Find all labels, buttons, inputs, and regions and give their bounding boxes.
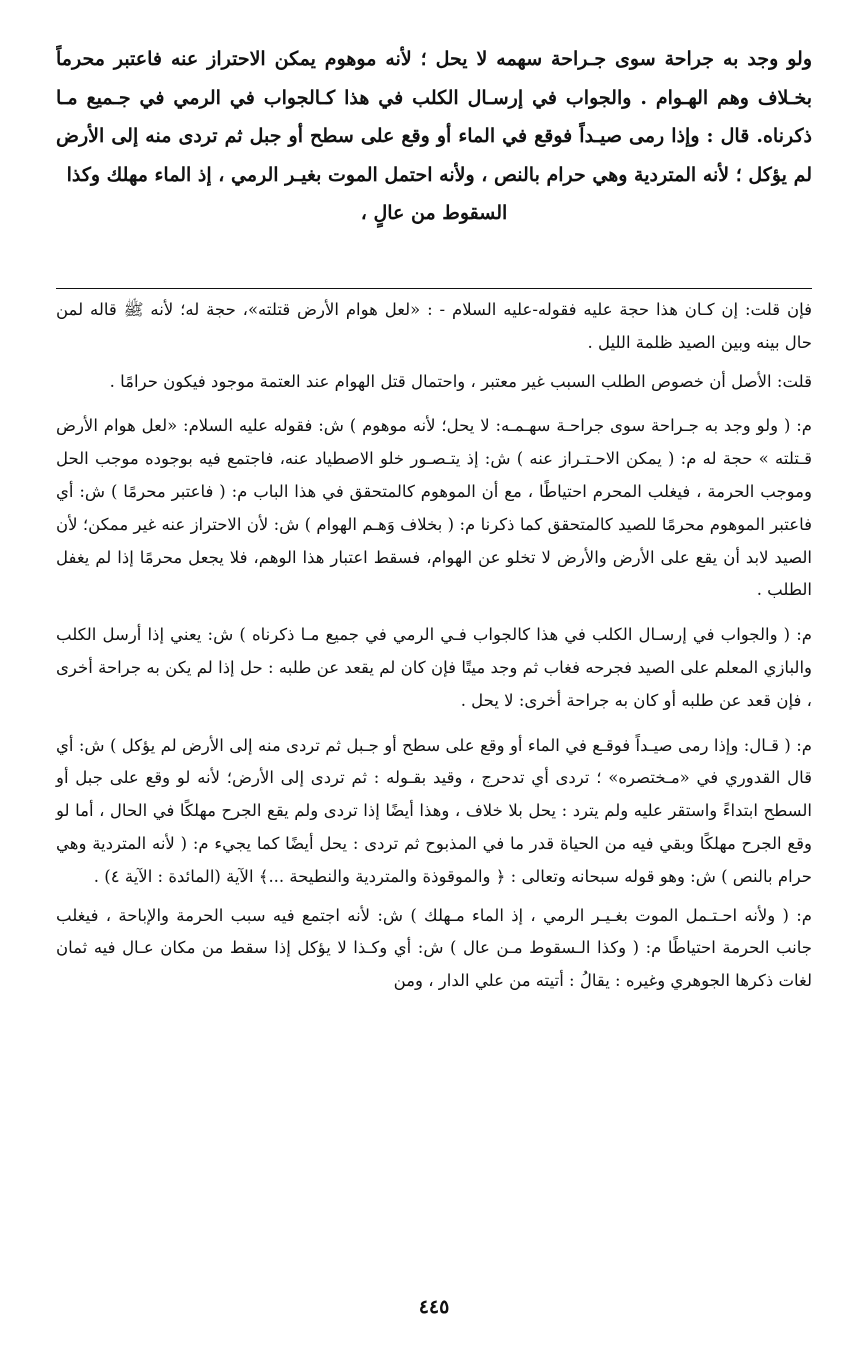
commentary-paragraph-6: م: ( ولأنه احـتـمل الموت بغـيـر الرمي ، إذ الماء مـهلك ) ش: لأنه اجتمع فيه سبب الحرمة والإباحة ، فيغلب جانب الحرمة احتياطًا م: ( وكذا الـسقوط مـن عال ) ش: أي وكـذا لا يؤكل إذا سقط من مكان عـال فيه ثمان لغات ذكرها الجوهري وغيره : يقالُ : أتيته من علي الدار ، ومن [56, 905, 812, 991]
commentary-paragraph-3: م: ( ولو وجد به جـراحة سوى جراحـة سهـمـه: لا يحل؛ لأنه موهوم ) ش: فقوله عليه السلام: «لعل هوام الأرض قـتلته » حجة له م: ( يمكن الاحـتـراز عنه ) ش: إذ يتـصـور خلو الاصطياد عنه، فاجتمع فيه بوجوده موجب الحل وموجب الحرمة ، فيغلب المحرم احتياطًا ، مع أن الموهوم كالمتحقق في هذا الباب م: ( فاعتبر محرمًا ) ش: أي فاعتبر الموهوم محرمًا للصيد كالمتحقق كما ذكرنا م: ( بخلاف وَهـم الهوام ) ش: لأن الاحتراز عنه غير ممكن؛ لأن الصيد لابد أن يقع على الأرض والأرض لا تخلو عن الهوام، فسقط اعتبار هذا الوهم، فلا يجعل محرمًا إذا لم يغفل الطلب . [56, 416, 812, 600]
page-number: ٤٤٥ [418, 1296, 450, 1318]
main-text-body: ولو وجد به جراحة سوى جـراحة سهمه لا يحل ؛ لأنه موهوم يمكن الاحتراز عنه فاعتبر محرماً بخـلاف وهم الهـوام . والجواب في إرسـال الكلب في هذا كـالجواب في الرمي في جـميع مـا ذكرناه. قال : وإذا رمى صيـداً فوقع في الماء أو وقع على سطح أو جبل ثم تردى منه إلى الأرض لم يؤكل ؛ لأنه المتردية وهي حرام بالنص ، ولأنه احتمل الموت بغيـر الرمي ، إذ الماء مهلك وكذا [56, 48, 812, 186]
commentary-paragraph-5: م: ( قـال: وإذا رمى صيـداً فوقـع في الماء أو وقع على سطح أو جـبل ثم تردى منه إلى الأرض لم يؤكل ) ش: أي قال القدوري في «مـختصره» ؛ تردى أي تدحرج ، وقيد بقـوله : ثم تردى إلى الأرض؛ لأنه لو وقع على جبل أو السطح ابتداءً واستقر عليه ولم يترد : يحل بلا خلاف ، وهذا أيضًا إذا تردى ولم يقع الجرح مهلكًا في الحال ، أما لو وقع الجرح مهلكًا وبقي فيه من الحياة قدر ما في المذبوح ثم تردى : يحل أيضًا كما يجيء م: ( لأنه المتردية وهي حرام بالنص ) ش: وهو قوله سبحانه وتعالى : ﴿ والموقوذة والمتردية والنطيحة ...﴾ الآية (المائدة : الآية ٤) . [56, 735, 812, 886]
main-text-last-line: السقوط من عالٍ ، [360, 202, 508, 224]
commentary [56, 294, 812, 1010]
commentary-paragraph-2: قلت: الأصل أن خصوص الطلب السبب غير معتبر ، واحتمال قتل الهوام عند العتمة موجود فيكون حرامًا . [109, 371, 812, 391]
commentary-paragraph-1: فإن قلت: إن كـان هذا حجة عليه فقوله-عليه السلام - : «لعل هوام الأرض قتلته»، حجة له؛ لأنه ﷺ قاله لمن حال بينه وبين الصيد ظلمة الليل . [56, 300, 812, 352]
commentary-paragraph-4: م: ( والجواب في إرسـال الكلب في هذا كالجواب فـي الرمي في جميع مـا ذكرناه ) ش: يعني إذا أرسل الكلب والبازي المعلم على الصيد فجرحه فغاب ثم وجد ميتًا فإن كان لم يقعد عن طلبه : حل إذا لم يكن به جراحة أخرى ، فإن قعد عن طلبه أو كان به جراحة أخرى: لا يحل . [56, 625, 812, 710]
main-text [56, 40, 812, 260]
separator-line [56, 288, 812, 289]
